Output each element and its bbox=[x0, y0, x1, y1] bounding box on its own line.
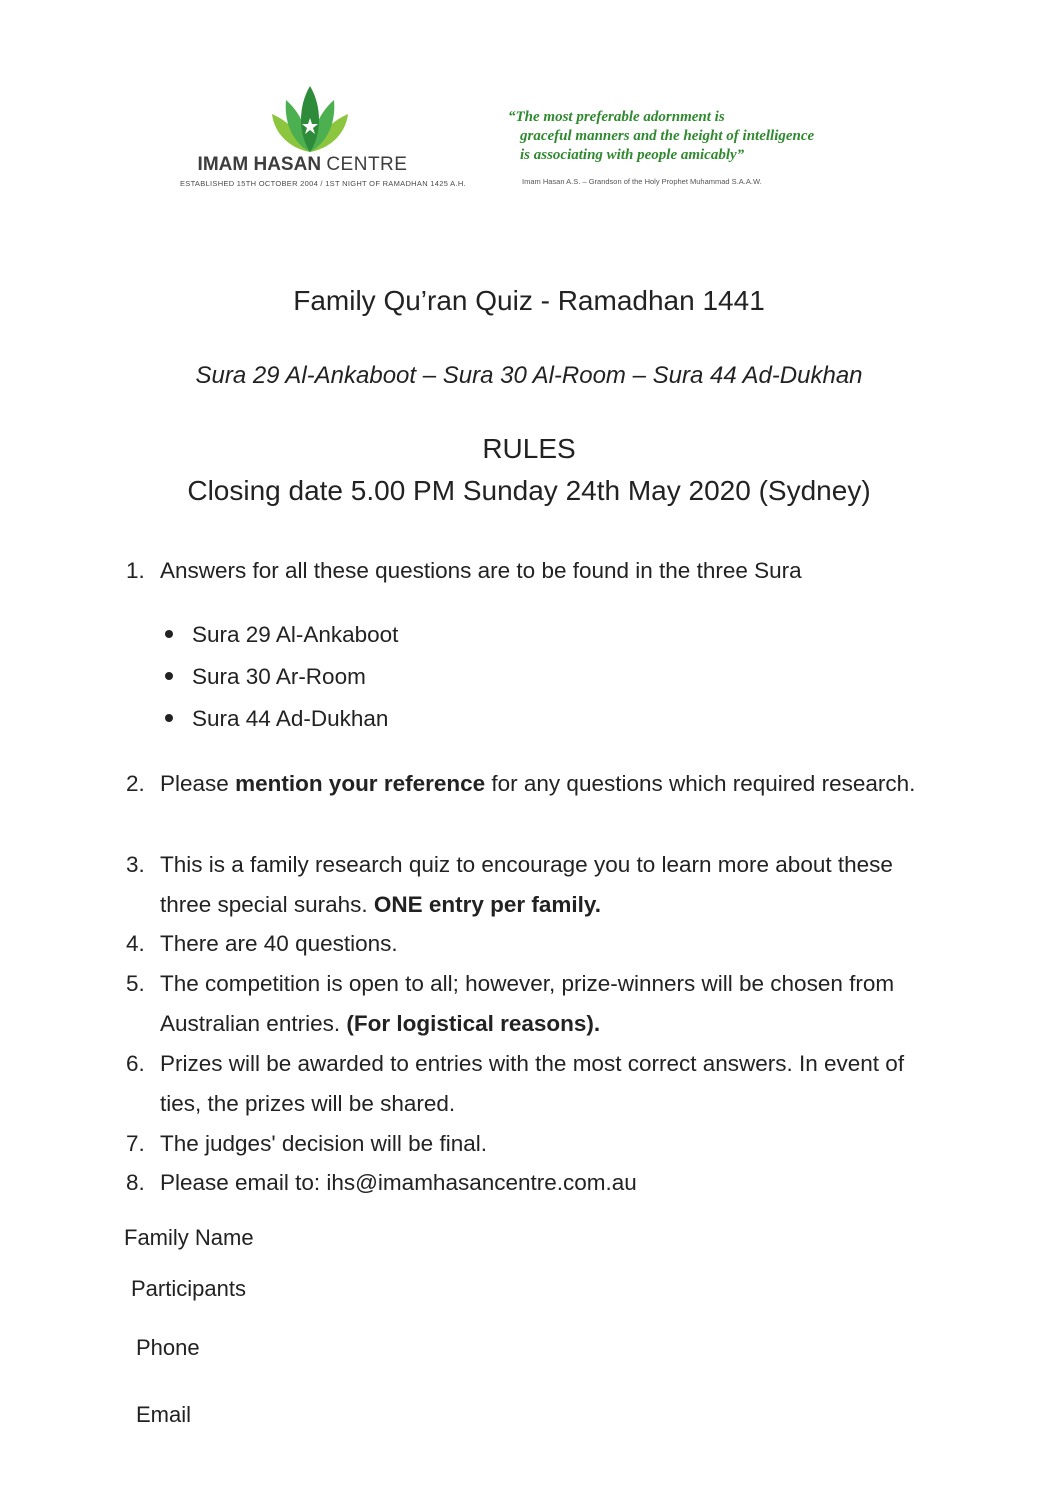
logo-established: ESTABLISHED 15TH OCTOBER 2004 / 1ST NIGHT OF RAMADHAN 1425 A.H. bbox=[180, 179, 466, 188]
rule-text-emphasis: mention your reference bbox=[235, 771, 486, 796]
sura-list-item bbox=[165, 699, 388, 739]
page-subtitle: Sura 29 Al-Ankaboot – Sura 30 Al-Room – Sura 44 Ad-Dukhan bbox=[195, 362, 863, 389]
quote-attribution: Imam Hasan A.S. – Grandson of the Holy Prophet Muhammad S.A.A.W. bbox=[522, 177, 762, 186]
logo-name bbox=[180, 154, 425, 176]
sura-list-item bbox=[165, 657, 366, 697]
logo-name-light: CENTRE bbox=[326, 154, 408, 175]
rule-text bbox=[160, 964, 946, 1044]
rule-text-part: for any questions which required research. bbox=[485, 771, 916, 796]
rule-item bbox=[126, 1124, 946, 1164]
rule-item bbox=[126, 964, 946, 1044]
rule-text-part: This is a family research quiz to encourage you to learn more about these three special surahs. bbox=[160, 852, 893, 917]
rule-text-part: The competition is open to all; however, prize-winners will be chosen from Australian entries. bbox=[160, 971, 895, 1036]
rule-item bbox=[126, 1163, 946, 1203]
centre-logo bbox=[180, 82, 466, 192]
phone-label: Phone bbox=[136, 1335, 200, 1360]
rule-number: 3. bbox=[126, 852, 145, 877]
rules-heading: RULES bbox=[482, 433, 576, 464]
rule-item bbox=[126, 551, 946, 591]
rule-text: The judges' decision will be final. bbox=[160, 1131, 487, 1156]
page-title: Family Qu’ran Quiz - Ramadhan 1441 bbox=[293, 285, 765, 316]
rule-text: Please email to: ihs@imamhasancentre.com.au bbox=[160, 1170, 637, 1195]
rule-text: There are 40 questions. bbox=[160, 931, 398, 956]
logo-name-bold: IMAM HASAN bbox=[197, 154, 322, 175]
rule-text bbox=[160, 845, 946, 925]
participants-label: Participants bbox=[131, 1276, 246, 1301]
rule-text-emphasis: (For logistical reasons). bbox=[346, 1011, 601, 1036]
sura-name: Sura 30 Ar-Room bbox=[192, 664, 366, 689]
rule-number: 4. bbox=[126, 931, 145, 956]
rule-text-part: Please bbox=[160, 771, 236, 796]
quote-line: graceful manners and the height of intelligence bbox=[520, 128, 815, 144]
rule-number: 8. bbox=[126, 1170, 145, 1195]
rule-item bbox=[126, 1044, 946, 1124]
quote-line: is associating with people amicably” bbox=[520, 147, 745, 163]
rule-number: 5. bbox=[126, 971, 145, 996]
quote-line: “The most preferable adornment is bbox=[508, 109, 725, 125]
quote bbox=[508, 108, 814, 165]
sura-name: Sura 29 Al-Ankaboot bbox=[192, 622, 399, 647]
rule-text bbox=[160, 764, 946, 804]
rule-number: 7. bbox=[126, 1131, 145, 1156]
rule-number: 1. bbox=[126, 558, 145, 583]
rule-text: Answers for all these questions are to be found in the three Sura bbox=[160, 558, 802, 583]
lotus-logo-icon bbox=[270, 82, 350, 154]
rule-text-emphasis: ONE entry per family. bbox=[373, 892, 602, 917]
family-name-label: Family Name bbox=[124, 1225, 254, 1250]
email-label: Email bbox=[136, 1402, 192, 1427]
rule-number: 6. bbox=[126, 1051, 145, 1076]
bullet-icon bbox=[165, 630, 173, 638]
bullet-icon bbox=[165, 672, 173, 680]
rule-item bbox=[126, 764, 946, 804]
closing-date: Closing date 5.00 PM Sunday 24th May 2020 (Sydney) bbox=[187, 475, 871, 506]
rule-item bbox=[126, 845, 946, 925]
rule-number: 2. bbox=[126, 771, 145, 796]
rule-text: Prizes will be awarded to entries with the most correct answers. In event of ties, the prizes will be shared. bbox=[160, 1051, 905, 1116]
sura-name: Sura 44 Ad-Dukhan bbox=[192, 706, 389, 731]
sura-list-item bbox=[165, 615, 398, 655]
rule-item bbox=[126, 924, 946, 964]
bullet-icon bbox=[165, 714, 173, 722]
